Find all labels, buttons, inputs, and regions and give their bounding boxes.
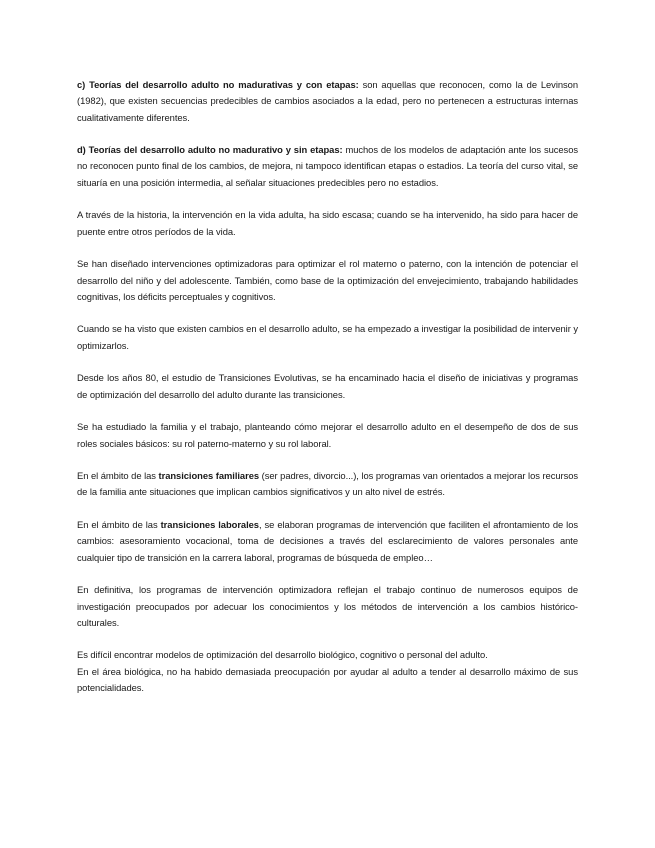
paragraph-theories-d	[77, 142, 578, 191]
paragraph-theories-c	[77, 77, 578, 126]
paragraph-conclusion: En definitiva, los programas de intervención optimizadora reflejan el trabajo continuo de numerosos equipos de investigación preocupados por adecuar los conocimientos y los métodos de intervención a los cambios histórico-culturales.	[77, 584, 578, 628]
paragraph-family-transitions	[77, 468, 578, 501]
heading-theories-d: d) Teorías del desarrollo adulto no madurativo y sin etapas:	[77, 144, 343, 156]
term-family-transitions: transiciones familiares	[158, 470, 260, 482]
paragraph-family-work: Se ha estudiado la familia y el trabajo, planteando cómo mejorar el desarrollo adulto en el desempeño de dos de sus roles sociales básicos: su rol paterno-materno y su rol laboral.	[77, 421, 578, 449]
heading-theories-c: c) Teorías del desarrollo adulto no madurativas y con etapas:	[77, 79, 359, 90]
paragraph-history: A través de la historia, la intervención en la vida adulta, ha sido escasa; cuando se ha intervenido, ha sido para hacer de puente entre otros períodos de la vida.	[77, 209, 578, 237]
document-page	[77, 77, 578, 696]
paragraph-text: muchos de los modelos de adaptación ante los sucesos no reconocen punto final de los cambios, de mejora, ni tampoco identifican etapas o estadios. La teoría del curso vital, se situaría en una posición intermedia, al señalar situaciones predecibles pero no estadios.	[77, 144, 578, 188]
paragraph-transitions-80s: Desde los años 80, el estudio de Transiciones Evolutivas, se ha encaminado hacia el diseño de iniciativas y programas de optimización del desarrollo del adulto durante las transiciones.	[77, 372, 578, 400]
paragraph-text: , se elaboran programas de intervención que faciliten el afrontamiento de los cambios: asesoramiento vocacional, toma de decisiones a través del esclarecimiento de valores personales ante cualquier tipo de transición en la carrera laboral, programas de búsqueda de empleo…	[77, 519, 578, 563]
paragraph-text: En el ámbito de las	[77, 470, 159, 482]
paragraph-adult-changes: Cuando se ha visto que existen cambios en el desarrollo adulto, se ha empezado a investigar la posibilidad de intervenir y optimizarlos.	[77, 323, 578, 351]
paragraph-optimizing-interventions: Se han diseñado intervenciones optimizadoras para optimizar el rol materno o paterno, con la intención de potenciar el desarrollo del niño y del adolescente. También, como base de la optimización del envejecimiento, trabajando habilidades cognitivas, los déficits perceptuales y cognitivos.	[77, 258, 578, 302]
paragraph-text: (ser padres, divorcio...), los programas van orientados a mejorar los recursos de la familia ante situaciones que implican cambios significativos y un alto nivel de estrés.	[77, 470, 579, 498]
paragraph-biological-area: En el área biológica, no ha habido demasiada preocupación por ayudar al adulto a tender al desarrollo máximo de sus potencialidades.	[77, 665, 578, 693]
term-labor-transitions: transiciones laborales	[160, 519, 259, 531]
paragraph-text: En el ámbito de las	[77, 519, 161, 531]
paragraph-biological-models: Es difícil encontrar modelos de optimización del desarrollo biológico, cognitivo o personal del adulto.	[77, 649, 488, 661]
paragraph-labor-transitions	[77, 517, 578, 566]
paragraph-text: son aquellas que reconocen, como la de Levinson (1982), que existen secuencias predecibles de cambios asociados a la edad, pero no pertenecen a estructuras internas cualitativamente diferentes.	[77, 79, 578, 123]
